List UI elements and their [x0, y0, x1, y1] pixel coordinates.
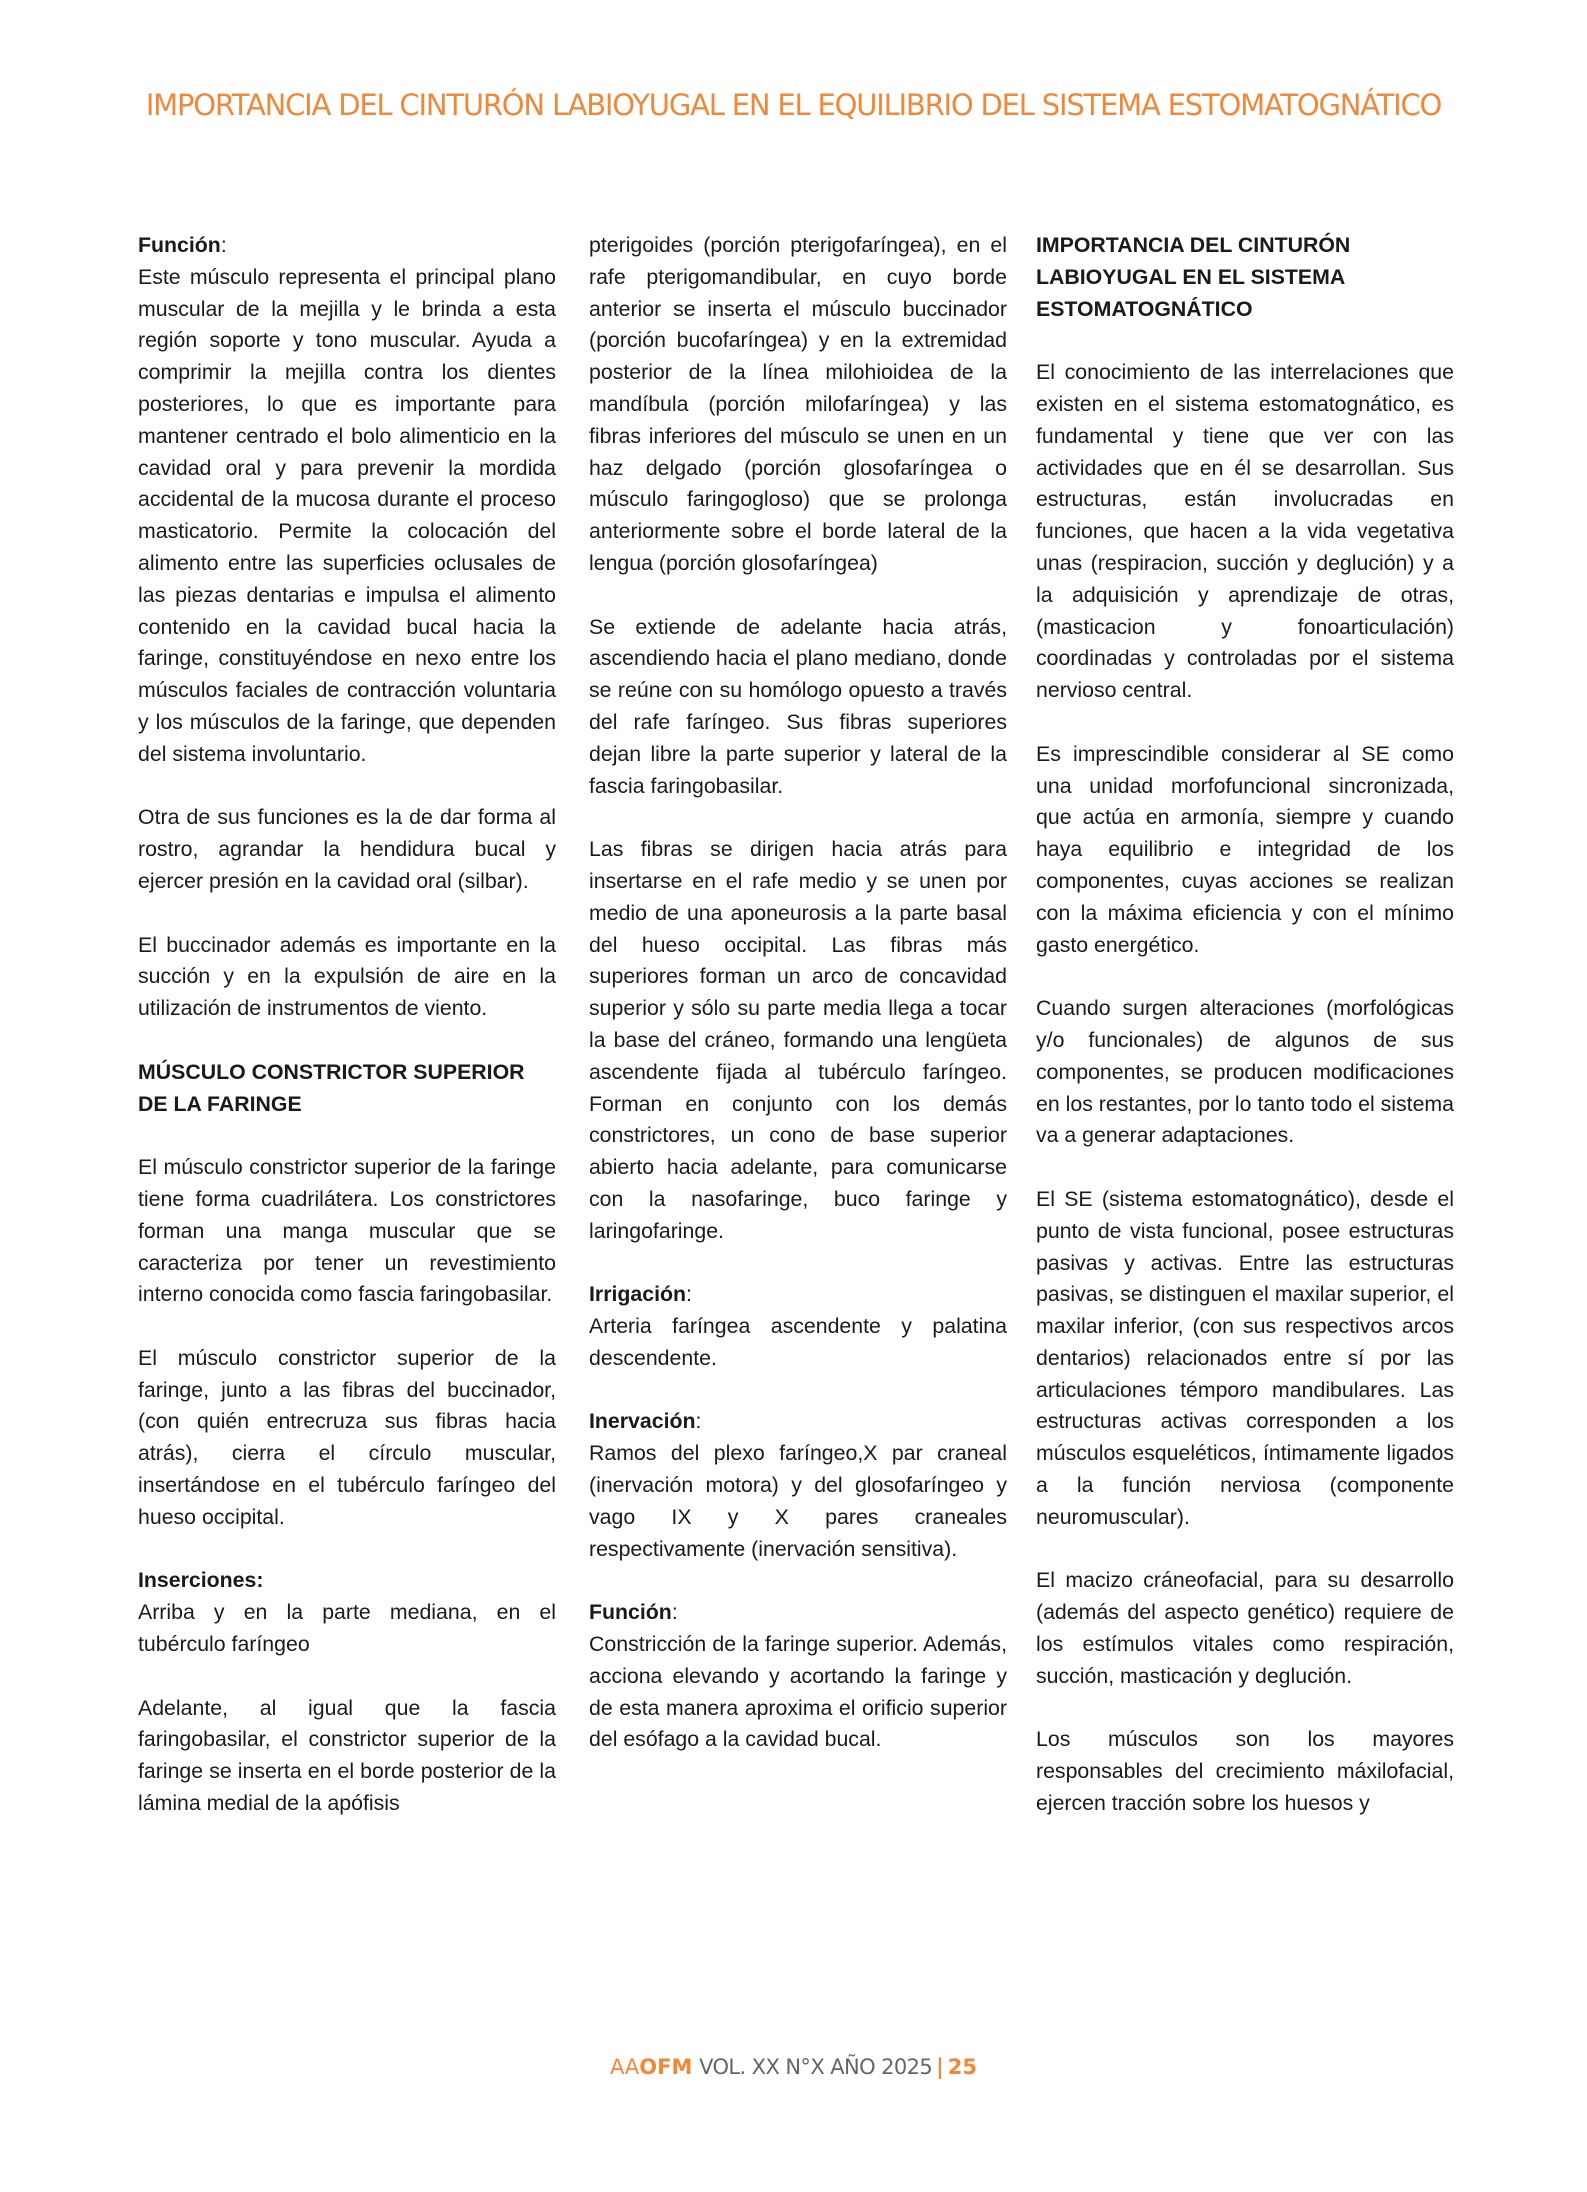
- column-middle: [589, 230, 1007, 1788]
- paragraph: El SE (sistema estomatognático), desde el punto de vista funcional, posee estructuras pasivas y activas. Entre las estructuras pasivas, se distinguen el maxilar superior, el maxilar inferior, (con sus respectivos arcos dentarios) relacionados entre sí por las articulaciones témporo mandibulares. Las estructuras activas corresponden a los músculos esqueléticos, íntimamente ligados a la función nerviosa (componente neuromuscular).: [1036, 1186, 1454, 1529]
- paragraph: Se extiende de adelante hacia atrás, ascendiendo hacia el plano mediano, donde se reúne con su homólogo opuesto a través del rafe faríngeo. Sus fibras superiores dejan libre la parte superior y lateral de la fascia faringobasilar.: [589, 614, 1007, 798]
- section-heading: MÚSCULO CONSTRICTOR SUPERIOR DE LA FARINGE: [138, 1059, 525, 1116]
- inervacion-text: Ramos del plexo faríngeo,X par craneal (inervación motora) y del glosofaríngeo y vago IX y X pares craneales respectivamente (inervación sensitiva).: [589, 1441, 1007, 1561]
- running-title: IMPORTANCIA DEL CINTURÓN LABIOYUGAL EN EL EQUILIBRIO DEL SISTEMA ESTOMATOGNÁTICO: [145, 88, 1442, 122]
- footer-separator: |: [936, 2055, 944, 2079]
- irrigacion-text: Arteria faríngea ascendente y palatina descendente.: [589, 1314, 1007, 1370]
- paragraph: El conocimiento de las interrelaciones que existen en el sistema estomatognático, es fundamental y tiene que ver con las actividades que en él se desarrollan. Sus estructuras, están involucradas en funciones, que hacen a la vida vegetativa unas (respiracion, succión y deglución) y a la adquisición y aprendizaje de otras,(masticacion y fonoarticulación) coordinadas y controladas por el sistema nervioso central.: [1036, 360, 1454, 703]
- paragraph: El buccinador además es importante en la succión y en la expulsión de aire en la utilización de instrumentos de viento.: [138, 932, 556, 1021]
- paragraph: El macizo cráneofacial, para su desarrollo (además del aspecto genético) requiere de los estímulos vitales como respiración, succión, masticación y deglución.: [1036, 1568, 1454, 1688]
- section-heading: IMPORTANCIA DEL CINTURÓN LABIOYUGAL EN EL SISTEMA ESTOMATOGNÁTICO: [1036, 233, 1351, 321]
- page-number: 25: [947, 2055, 978, 2079]
- paragraph: Es imprescindible considerar al SE como una unidad morfofuncional sincronizada, que actúa en armonía, siempre y cuando haya equilibrio e integridad de los componentes, cuyas acciones se realizan con la máxima eficiencia y con el mínimo gasto energético.: [1036, 741, 1454, 957]
- paragraph: Adelante, al igual que la fascia faringobasilar, el constrictor superior de la faringe se inserta en el borde posterior de la lámina medial de la apófisis: [138, 1695, 556, 1816]
- inervacion-colon: :: [695, 1409, 702, 1434]
- journal-logo: [610, 2055, 692, 2079]
- inserciones-label: Inserciones:: [138, 1568, 264, 1593]
- volume-info: VOL. XX N°X AÑO 2025: [699, 2055, 933, 2079]
- paragraph: El músculo constrictor superior de la faringe tiene forma cuadrilátera. Los constrictores forman una manga muscular que se caracteriza por tener un revestimiento interno conocida como fascia faringobasilar.: [138, 1155, 556, 1307]
- irrigacion-section: [589, 1279, 1007, 1374]
- funcion-label: Función: [589, 1600, 672, 1625]
- funcion-label: Función: [138, 233, 221, 257]
- irrigacion-colon: :: [686, 1282, 692, 1307]
- paragraph: pterigoides (porción pterigofaríngea), en el rafe pterigomandibular, en cuyo borde anterior se inserta el músculo buccinador (porción bucofaríngea) y en la extremidad posterior de la línea milohioidea de la mandíbula (porción milofaríngea) y las fibras inferiores del músculo se unen en un haz delgado (porción glosofaríngea o músculo faringogloso) que se prolonga anteriormente sobre el borde lateral de la lengua (porción glosofaríngea): [589, 233, 1007, 575]
- page-footer: [0, 2055, 1587, 2079]
- paragraph: El músculo constrictor superior de la faringe, junto a las fibras del buccinador, (con quién entrecruza sus fibras hacia atrás), cierra el círculo muscular, insertándose en el tubérculo faríngeo del hueso occipital.: [138, 1345, 556, 1529]
- paragraph: Cuando surgen alteraciones (morfológicas y/o funcionales) de algunos de sus componentes, se producen modificaciones en los restantes, por lo tanto todo el sistema va a generar adaptaciones.: [1036, 996, 1454, 1148]
- inserciones-paragraph: Arriba y en la parte mediana, en el tubérculo faríngeo: [138, 1600, 556, 1657]
- logo-prefix: AA: [609, 2055, 640, 2079]
- funcion-paragraph: Este músculo representa el principal plano muscular de la mejilla y le brinda a esta región soporte y tono muscular. Ayuda a comprimir la mejilla contra los dientes posteriores, lo que es importante para mantener centrado el bolo alimenticio en la cavidad oral y para prevenir la mordida accidental de la mucosa durante el proceso masticatorio. Permite la colocación del alimento entre las superficies oclusales de las piezas dentarias e impulsa el alimento contenido en la cavidad bucal hacia la faringe, constituyéndose en nexo entre los músculos faciales de contracción voluntaria y los músculos de la faringe, que dependen del sistema involuntario.: [138, 264, 556, 766]
- paragraph: Las fibras se dirigen hacia atrás para insertarse en el rafe medio y se unen por medio de una aponeurosis a la parte basal del hueso occipital. Las fibras más superiores forman un arco de concavidad superior y sólo su parte media llega a tocar la base del cráneo, formando una lengüeta ascendente fijada al tubérculo faríngeo. Forman en conjunto con los demás constrictores, un cono de base superior abierto hacia adelante, para comunicarse con la nasofaringe, buco faringe y laringofaringe.: [589, 837, 1007, 1243]
- inervacion-section: [589, 1406, 1007, 1565]
- paragraph: Otra de sus funciones es la de dar forma al rostro, agrandar la hendidura bucal y ejercer presión en la cavidad oral (silbar).: [138, 805, 556, 893]
- irrigacion-label: Irrigación: [589, 1282, 687, 1307]
- funcion-section: [589, 1597, 1007, 1756]
- paragraph: Los músculos son los mayores responsables del crecimiento máxilofacial, ejercen tracción sobre los huesos y: [1036, 1727, 1454, 1816]
- column-right: [1036, 230, 1454, 1820]
- inserciones-section: [138, 1565, 556, 1660]
- funcion-section: [138, 230, 556, 771]
- funcion-colon: :: [220, 233, 227, 257]
- funcion-text: Constricción de la faringe superior. Además, acciona elevando y acortando la faringe y de esta manera aproxima el orificio superior del esófago a la cavidad bucal.: [589, 1632, 1007, 1752]
- funcion-colon: :: [671, 1600, 678, 1625]
- logo-main: OFM: [639, 2055, 693, 2079]
- inervacion-label: Inervación: [589, 1409, 696, 1434]
- column-left: [138, 230, 556, 1820]
